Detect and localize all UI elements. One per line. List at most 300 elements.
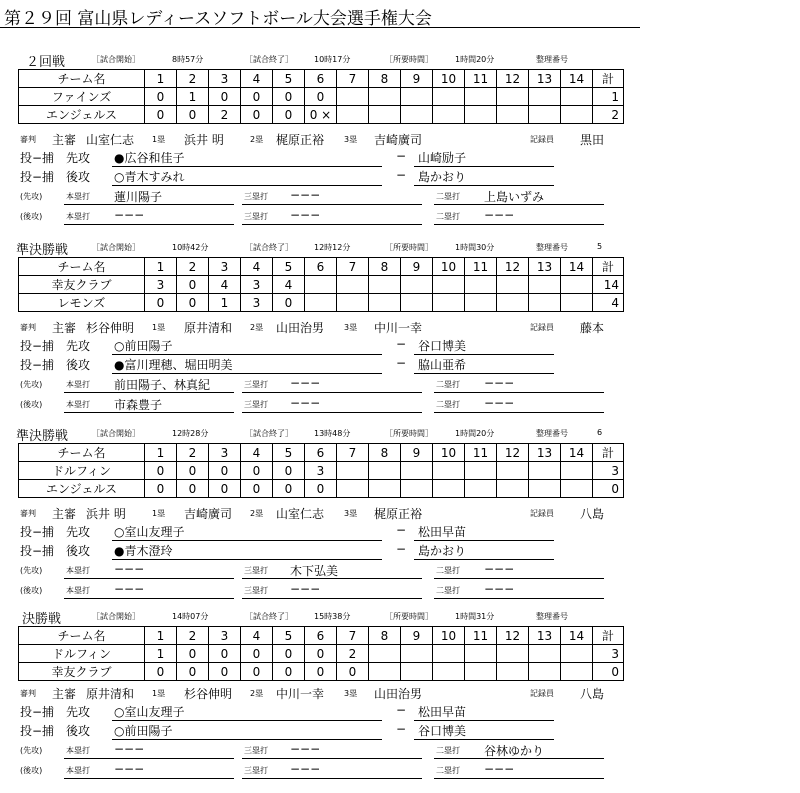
total-score: 1 <box>593 88 624 106</box>
inning-score <box>433 294 465 312</box>
end-label: ［試合終了］ <box>245 55 293 64</box>
bottom-pitcher: ●富川理穂、堀田明美 <box>114 358 233 372</box>
chief-umpire: 杉谷伸明 <box>86 321 135 335</box>
end-time: 13時48分 <box>314 429 351 438</box>
inning-score <box>401 294 433 312</box>
top-hr: −−− <box>114 562 145 576</box>
inning-score <box>465 663 497 681</box>
umpire-line <box>0 131 800 147</box>
inning-score <box>465 276 497 294</box>
top-label: 先攻 <box>66 705 91 719</box>
inning-header: 3 <box>209 627 241 645</box>
chief-umpire: 浜井 明 <box>86 507 126 521</box>
third-base-umpire: 梶原正裕 <box>374 507 423 521</box>
hits-underline <box>434 204 604 205</box>
battery-label: 投−捕 <box>20 151 55 165</box>
dash: − <box>396 337 407 351</box>
inning-score <box>369 294 401 312</box>
bottom-hr: −−− <box>114 762 145 776</box>
hr-label: 本塁打 <box>66 566 90 575</box>
first-base-label: 1塁 <box>152 509 166 518</box>
hits-underline <box>242 392 422 393</box>
battery-bottom-line <box>0 542 800 560</box>
bottom-label: 後攻 <box>66 544 91 558</box>
bottom-triple: −−− <box>290 396 321 410</box>
start-label: ［試合開始］ <box>92 55 140 64</box>
inning-score <box>305 294 337 312</box>
battery-underline <box>414 739 554 740</box>
triple-label: 三塁打 <box>244 766 268 775</box>
battery-label: 投−捕 <box>20 724 55 738</box>
triple-label: 三塁打 <box>244 380 268 389</box>
game-block <box>0 609 800 784</box>
inning-score: 0 <box>273 106 305 124</box>
battery-underline <box>414 185 554 186</box>
inning-header: 4 <box>241 627 273 645</box>
inning-score: 0 <box>177 294 209 312</box>
dash: − <box>396 168 407 182</box>
umpire-line <box>0 505 800 521</box>
inning-score <box>433 276 465 294</box>
inning-score: 0 <box>305 88 337 106</box>
bottom-double: −−− <box>484 582 515 596</box>
second-base-label: 2塁 <box>250 689 264 698</box>
inning-header: 7 <box>337 444 369 462</box>
round-name: 準決勝戦 <box>16 243 69 258</box>
inning-score: 1 <box>177 88 209 106</box>
inning-score <box>305 276 337 294</box>
hits-bottom-line <box>0 762 800 778</box>
double-label: 二塁打 <box>436 380 460 389</box>
inning-header: 12 <box>497 70 529 88</box>
inning-header: 7 <box>337 258 369 276</box>
inning-score: 0 <box>337 663 369 681</box>
inning-score: 0 <box>177 462 209 480</box>
chief-umpire: 原井清和 <box>86 687 135 701</box>
double-label: 二塁打 <box>436 566 460 575</box>
inning-score <box>401 276 433 294</box>
double-label: 二塁打 <box>436 192 460 201</box>
inning-score <box>433 106 465 124</box>
inning-score <box>497 276 529 294</box>
dash: − <box>396 356 407 370</box>
end-time: 10時17分 <box>314 55 351 64</box>
triple-label: 三塁打 <box>244 586 268 595</box>
dash: − <box>396 722 407 736</box>
inning-score: 0 <box>145 106 177 124</box>
end-label: ［試合終了］ <box>245 612 293 621</box>
recorder-label: 記録員 <box>530 509 554 518</box>
end-time: 12時12分 <box>314 243 351 252</box>
inning-score: 0 <box>177 645 209 663</box>
inning-header: 14 <box>561 444 593 462</box>
triple-label: 三塁打 <box>244 212 268 221</box>
inning-header: 6 <box>305 258 337 276</box>
team-name-header: チーム名 <box>19 258 145 276</box>
round-name: 準決勝戦 <box>16 429 69 444</box>
inning-score: 0 <box>209 88 241 106</box>
bottom-hr: 市森豊子 <box>114 398 163 412</box>
inning-score <box>369 276 401 294</box>
hits-underline <box>64 224 234 225</box>
inning-score <box>529 276 561 294</box>
inning-score <box>369 88 401 106</box>
top-hr: 蓮川陽子 <box>114 190 163 204</box>
hits-underline <box>64 392 234 393</box>
team-name: ドルフィン <box>19 645 145 663</box>
start-time: 8時57分 <box>172 55 204 64</box>
top-hr: −−− <box>114 742 145 756</box>
end-time: 15時38分 <box>314 612 351 621</box>
bottom-triple: −−− <box>290 208 321 222</box>
battery-label: 投−捕 <box>20 705 55 719</box>
total-header: 計 <box>593 444 624 462</box>
top-hr: 前田陽子、林真紀 <box>114 378 211 392</box>
inning-score <box>401 106 433 124</box>
inning-score: 0 <box>177 276 209 294</box>
inning-score <box>433 88 465 106</box>
inning-score <box>465 106 497 124</box>
chief-umpire: 山室仁志 <box>86 133 135 147</box>
chief-umpire-label: 主審 <box>52 133 77 147</box>
duration-value: 1時間30分 <box>455 243 495 252</box>
hits-underline <box>434 778 604 779</box>
inning-score <box>497 663 529 681</box>
inning-header: 14 <box>561 258 593 276</box>
bottom-catcher: 島かおり <box>418 544 467 558</box>
inning-header: 9 <box>401 70 433 88</box>
umpire-label: 審判 <box>20 135 36 144</box>
inning-score: 0 <box>241 106 273 124</box>
hits-underline <box>434 598 604 599</box>
duration-value: 1時間31分 <box>455 612 495 621</box>
inning-score <box>561 106 593 124</box>
recorder-name: 八島 <box>580 507 605 521</box>
scoreboard <box>18 69 624 124</box>
third-base-umpire: 吉崎廣司 <box>374 133 423 147</box>
total-header: 計 <box>593 627 624 645</box>
title-underline <box>0 27 640 28</box>
inning-header: 9 <box>401 627 433 645</box>
inning-header: 13 <box>529 70 561 88</box>
hr-label: 本塁打 <box>66 400 90 409</box>
chief-umpire-label: 主審 <box>52 321 77 335</box>
battery-underline <box>112 354 382 355</box>
record-no-label: 整理番号 <box>536 243 568 252</box>
inning-score: 3 <box>145 276 177 294</box>
inning-header: 4 <box>241 258 273 276</box>
inning-header: 1 <box>145 627 177 645</box>
bottom-paren-label: (後攻) <box>20 400 43 409</box>
first-base-label: 1塁 <box>152 323 166 332</box>
inning-score <box>401 645 433 663</box>
battery-underline <box>414 354 554 355</box>
inning-score <box>497 480 529 498</box>
team-name: ドルフィン <box>19 462 145 480</box>
top-pitcher: ●広谷和佳子 <box>114 151 185 165</box>
inning-header: 10 <box>433 258 465 276</box>
triple-label: 三塁打 <box>244 566 268 575</box>
inning-header: 14 <box>561 70 593 88</box>
inning-score <box>561 480 593 498</box>
inning-score: 0 <box>305 645 337 663</box>
hr-label: 本塁打 <box>66 380 90 389</box>
top-paren-label: (先攻) <box>20 566 43 575</box>
inning-score: 4 <box>273 276 305 294</box>
inning-score <box>529 462 561 480</box>
inning-score: 0 <box>209 480 241 498</box>
battery-underline <box>112 373 382 374</box>
triple-label: 三塁打 <box>244 746 268 755</box>
hits-underline <box>242 412 422 413</box>
team-name: エンジェルス <box>19 480 145 498</box>
top-pitcher: ○室山友理子 <box>114 705 185 719</box>
inning-header: 5 <box>273 258 305 276</box>
inning-score <box>529 106 561 124</box>
inning-header: 12 <box>497 258 529 276</box>
duration-value: 1時間20分 <box>455 55 495 64</box>
battery-underline <box>112 720 382 721</box>
first-base-label: 1塁 <box>152 689 166 698</box>
inning-score <box>337 480 369 498</box>
battery-underline <box>112 540 382 541</box>
hits-underline <box>434 578 604 579</box>
top-label: 先攻 <box>66 151 91 165</box>
hits-bottom-line <box>0 208 800 224</box>
inning-header: 6 <box>305 70 337 88</box>
inning-score: 3 <box>241 276 273 294</box>
bottom-label: 後攻 <box>66 724 91 738</box>
inning-score <box>561 462 593 480</box>
hr-label: 本塁打 <box>66 586 90 595</box>
hits-top-line <box>0 188 800 204</box>
dash: − <box>396 542 407 556</box>
team-row <box>19 294 624 312</box>
team-name-header: チーム名 <box>19 627 145 645</box>
hits-underline <box>242 598 422 599</box>
recorder-name: 黒田 <box>580 133 605 147</box>
inning-score <box>401 462 433 480</box>
hits-underline <box>64 578 234 579</box>
inning-header: 8 <box>369 444 401 462</box>
inning-score <box>465 88 497 106</box>
inning-score: 1 <box>145 645 177 663</box>
inning-score <box>497 462 529 480</box>
duration-label: ［所要時間］ <box>385 243 433 252</box>
top-pitcher: ○室山友理子 <box>114 525 185 539</box>
inning-score: 0 <box>145 663 177 681</box>
inning-score <box>433 462 465 480</box>
top-label: 先攻 <box>66 339 91 353</box>
top-paren-label: (先攻) <box>20 192 43 201</box>
inning-score: 0 × <box>305 106 337 124</box>
total-score: 0 <box>593 663 624 681</box>
inning-header: 5 <box>273 70 305 88</box>
top-triple: −−− <box>290 376 321 390</box>
record-no-label: 整理番号 <box>536 55 568 64</box>
team-name: 幸友クラブ <box>19 276 145 294</box>
dash: − <box>396 523 407 537</box>
scoreboard <box>18 257 624 312</box>
inning-header: 1 <box>145 444 177 462</box>
inning-header: 7 <box>337 627 369 645</box>
inning-score: 0 <box>273 645 305 663</box>
second-base-umpire: 山室仁志 <box>276 507 325 521</box>
battery-underline <box>414 559 554 560</box>
battery-top-line <box>0 337 800 355</box>
inning-header: 7 <box>337 70 369 88</box>
inning-score <box>433 663 465 681</box>
inning-score <box>497 88 529 106</box>
inning-header: 8 <box>369 627 401 645</box>
battery-underline <box>112 166 382 167</box>
inning-header: 12 <box>497 444 529 462</box>
inning-header: 9 <box>401 258 433 276</box>
scoreboard <box>18 626 624 681</box>
hits-underline <box>434 392 604 393</box>
inning-score: 1 <box>209 294 241 312</box>
hits-underline <box>64 778 234 779</box>
dash: − <box>396 149 407 163</box>
battery-underline <box>112 559 382 560</box>
inning-score <box>401 480 433 498</box>
team-row <box>19 663 624 681</box>
inning-header: 3 <box>209 70 241 88</box>
double-label: 二塁打 <box>436 400 460 409</box>
start-time: 10時42分 <box>172 243 209 252</box>
inning-header: 12 <box>497 627 529 645</box>
team-row <box>19 276 624 294</box>
second-base-label: 2塁 <box>250 323 264 332</box>
hits-top-line <box>0 562 800 578</box>
team-name-header: チーム名 <box>19 70 145 88</box>
start-label: ［試合開始］ <box>92 612 140 621</box>
inning-score <box>337 88 369 106</box>
round-name: ２回戦 <box>26 55 66 70</box>
hr-label: 本塁打 <box>66 212 90 221</box>
team-name-header: チーム名 <box>19 444 145 462</box>
inning-score <box>337 462 369 480</box>
inning-header: 5 <box>273 444 305 462</box>
team-name: レモンズ <box>19 294 145 312</box>
page-title: 第２９回 富山県レディースソフトボール大会選手権大会 <box>4 9 432 29</box>
inning-header: 11 <box>465 70 497 88</box>
bottom-catcher: 脇山亜希 <box>418 358 467 372</box>
inning-header: 6 <box>305 444 337 462</box>
umpire-line <box>0 319 800 335</box>
bottom-double: −−− <box>484 762 515 776</box>
inning-score: 0 <box>177 480 209 498</box>
hits-underline <box>64 758 234 759</box>
hits-underline <box>64 412 234 413</box>
chief-umpire-label: 主審 <box>52 687 77 701</box>
duration-label: ［所要時間］ <box>385 612 433 621</box>
second-base-umpire: 山田治男 <box>276 321 325 335</box>
bottom-pitcher: ●青木澄玲 <box>114 544 173 558</box>
battery-bottom-line <box>0 722 800 740</box>
umpire-label: 審判 <box>20 509 36 518</box>
hits-underline <box>434 758 604 759</box>
inning-score <box>369 462 401 480</box>
bottom-triple: −−− <box>290 582 321 596</box>
inning-score: 0 <box>305 480 337 498</box>
battery-underline <box>414 373 554 374</box>
hits-underline <box>64 598 234 599</box>
inning-score: 0 <box>145 462 177 480</box>
inning-header: 13 <box>529 258 561 276</box>
team-row <box>19 88 624 106</box>
inning-score: 3 <box>305 462 337 480</box>
umpire-line <box>0 685 800 701</box>
inning-header: 2 <box>177 627 209 645</box>
top-triple: 木下弘美 <box>290 564 339 578</box>
inning-score <box>401 88 433 106</box>
inning-score <box>369 645 401 663</box>
hits-underline <box>434 412 604 413</box>
second-base-label: 2塁 <box>250 135 264 144</box>
top-catcher: 松田早苗 <box>418 705 467 719</box>
inning-score <box>337 106 369 124</box>
inning-score: 0 <box>273 480 305 498</box>
hits-top-line <box>0 376 800 392</box>
inning-score: 0 <box>241 480 273 498</box>
top-triple: −−− <box>290 188 321 202</box>
bottom-double: −−− <box>484 396 515 410</box>
inning-score: 4 <box>209 276 241 294</box>
scoreboard-header-row <box>19 258 624 276</box>
top-paren-label: (先攻) <box>20 746 43 755</box>
inning-header: 3 <box>209 444 241 462</box>
battery-underline <box>414 540 554 541</box>
scoreboard-header-row <box>19 70 624 88</box>
total-score: 3 <box>593 645 624 663</box>
inning-score <box>433 480 465 498</box>
team-name: エンジェルス <box>19 106 145 124</box>
inning-score <box>561 663 593 681</box>
top-catcher: 山崎励子 <box>418 151 467 165</box>
inning-header: 2 <box>177 70 209 88</box>
inning-header: 14 <box>561 627 593 645</box>
hr-label: 本塁打 <box>66 766 90 775</box>
total-header: 計 <box>593 258 624 276</box>
inning-score <box>561 276 593 294</box>
inning-score: 0 <box>273 88 305 106</box>
triple-label: 三塁打 <box>244 400 268 409</box>
second-base-umpire: 中川一幸 <box>276 687 325 701</box>
top-catcher: 谷口博美 <box>418 339 467 353</box>
inning-header: 10 <box>433 627 465 645</box>
third-base-umpire: 山田治男 <box>374 687 423 701</box>
inning-score <box>433 645 465 663</box>
inning-score <box>529 663 561 681</box>
battery-underline <box>112 739 382 740</box>
recorder-name: 藤本 <box>580 321 605 335</box>
battery-top-line <box>0 523 800 541</box>
bottom-catcher: 島かおり <box>418 170 467 184</box>
top-label: 先攻 <box>66 525 91 539</box>
inning-header: 13 <box>529 627 561 645</box>
battery-bottom-line <box>0 356 800 374</box>
total-header: 計 <box>593 70 624 88</box>
inning-score <box>497 106 529 124</box>
recorder-name: 八島 <box>580 687 605 701</box>
team-name: 幸友クラブ <box>19 663 145 681</box>
total-score: 3 <box>593 462 624 480</box>
inning-header: 1 <box>145 70 177 88</box>
duration-label: ［所要時間］ <box>385 55 433 64</box>
hits-bottom-line <box>0 396 800 412</box>
top-double: −−− <box>484 376 515 390</box>
